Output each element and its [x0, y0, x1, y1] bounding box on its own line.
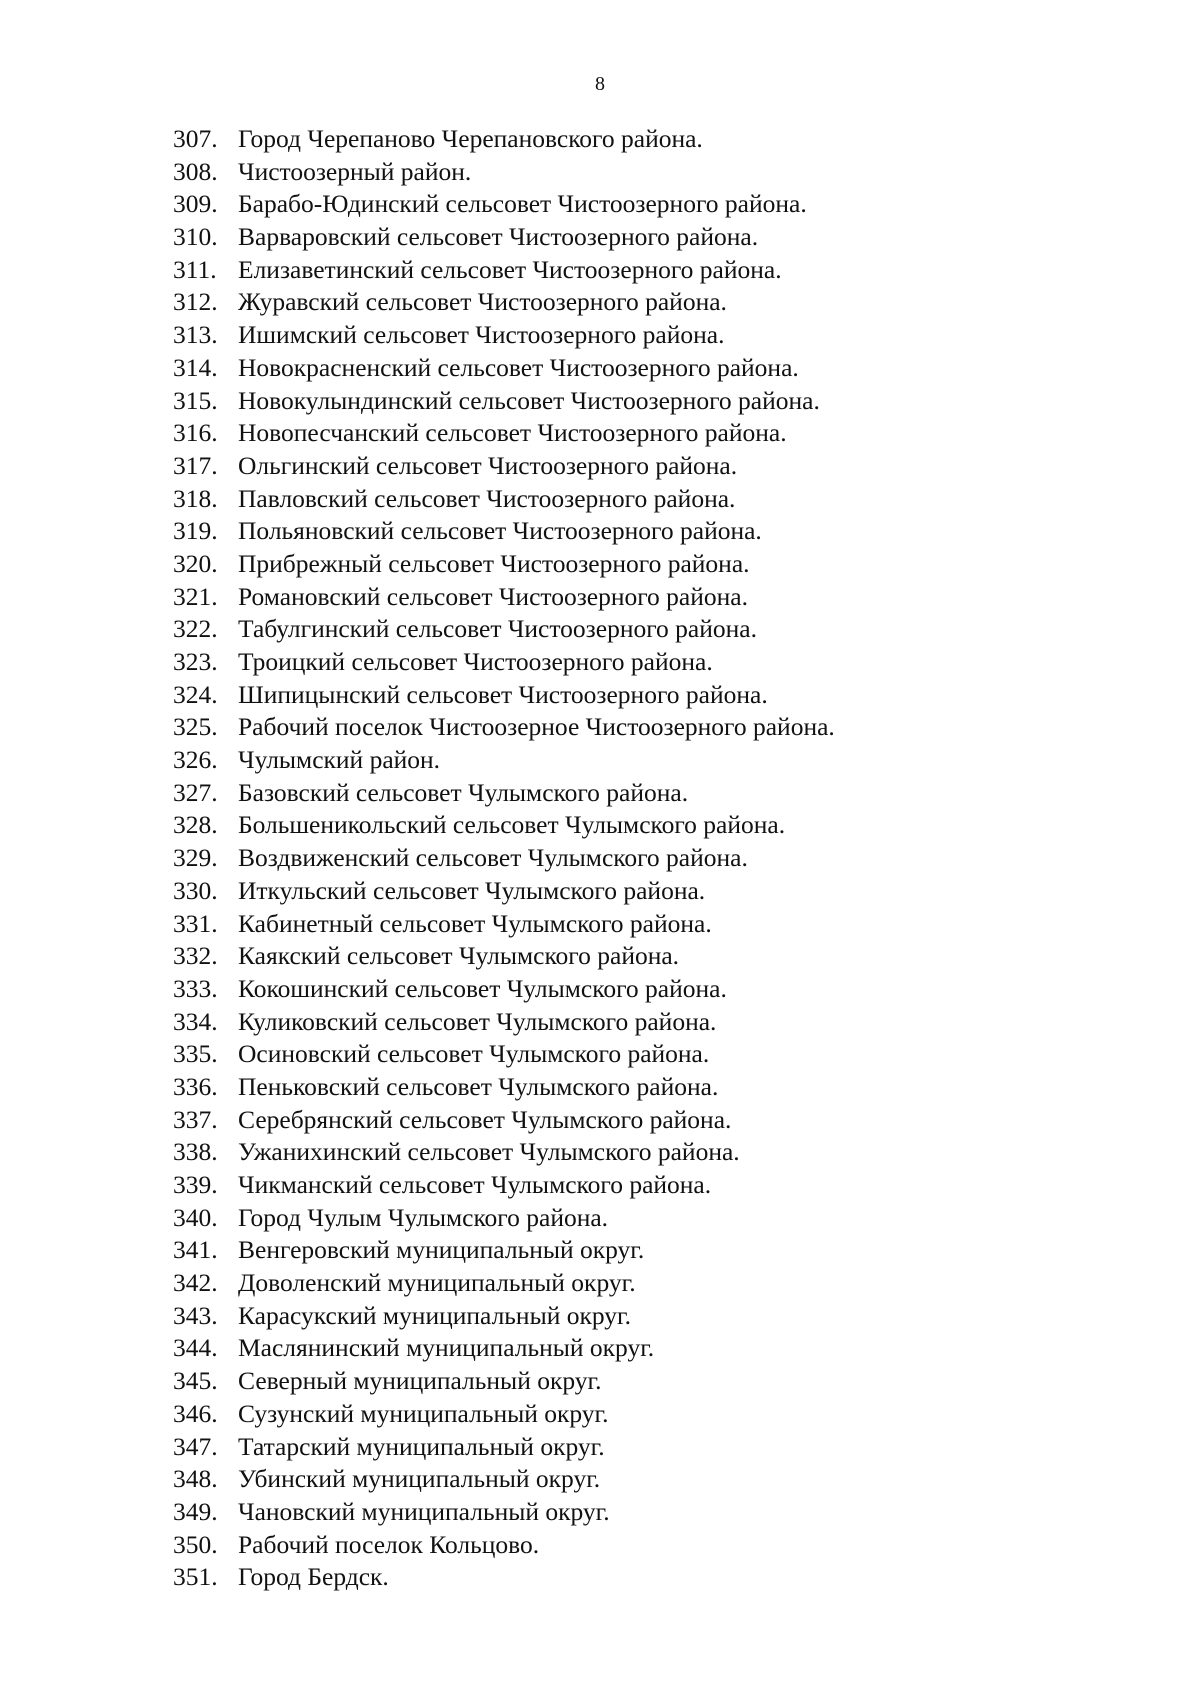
- list-item: [173, 1529, 835, 1562]
- item-number: 308.: [173, 156, 218, 186]
- item-text: Рабочий поселок Кольцово.: [238, 1529, 540, 1559]
- item-number: 319.: [173, 516, 218, 546]
- item-text: Ольгинский сельсовет Чистоозерного района.: [238, 450, 738, 480]
- list-item: [173, 286, 835, 319]
- item-number: 318.: [173, 483, 218, 513]
- list-item: [173, 156, 835, 189]
- list-item: [173, 1202, 835, 1235]
- list-item: [173, 123, 835, 156]
- list-item: [173, 973, 835, 1006]
- item-text: Ужанихинский сельсовет Чулымского района.: [238, 1137, 740, 1167]
- item-number: 317.: [173, 450, 218, 480]
- list-item: [173, 744, 835, 777]
- list-item: [173, 1038, 835, 1071]
- list-item: [173, 1071, 835, 1104]
- list-item: [173, 221, 835, 254]
- item-text: Чикманский сельсовет Чулымского района.: [238, 1170, 712, 1199]
- item-number: 342.: [173, 1268, 218, 1298]
- item-text: Пеньковский сельсовет Чулымского района.: [238, 1071, 719, 1101]
- item-number: 338.: [173, 1137, 218, 1167]
- list-item: [173, 1267, 835, 1300]
- item-text: Варваровский сельсовет Чистоозерного района.: [238, 222, 759, 252]
- item-text: Татарский муниципальный округ.: [238, 1431, 605, 1461]
- list-item: [173, 1332, 835, 1365]
- item-number: 335.: [173, 1039, 218, 1069]
- item-number: 325.: [173, 712, 218, 742]
- item-number: 344.: [173, 1333, 218, 1363]
- entry-list: [173, 123, 835, 1594]
- item-number: 312.: [173, 287, 218, 317]
- item-number: 309.: [173, 189, 218, 219]
- item-text: Базовский сельсовет Чулымского района.: [238, 777, 689, 807]
- item-text: Большеникольский сельсовет Чулымского района.: [238, 810, 786, 840]
- item-number: 333.: [173, 973, 218, 1003]
- item-number: 337.: [173, 1104, 218, 1134]
- list-item: [173, 711, 835, 744]
- list-item: [173, 515, 835, 548]
- list-item: [173, 1431, 835, 1464]
- list-item: [173, 1136, 835, 1169]
- list-item: [173, 1561, 835, 1594]
- item-text: Чистоозерный район.: [238, 156, 472, 186]
- item-text: Романовский сельсовет Чистоозерного района.: [238, 581, 748, 611]
- item-text: Карасукский муниципальный округ.: [238, 1300, 631, 1330]
- item-text: Новопесчанский сельсовет Чистоозерного района.: [238, 418, 787, 448]
- list-item: [173, 1169, 835, 1202]
- item-number: 347.: [173, 1431, 218, 1461]
- list-item: [173, 1234, 835, 1267]
- list-item: [173, 352, 835, 385]
- item-number: 346.: [173, 1398, 218, 1428]
- item-number: 343.: [173, 1300, 218, 1330]
- list-item: [173, 1006, 835, 1039]
- item-text: Прибрежный сельсовет Чистоозерного района.: [238, 548, 750, 578]
- list-item: [173, 254, 835, 287]
- item-number: 326.: [173, 745, 218, 775]
- list-item: [173, 1104, 835, 1137]
- item-text: Барабо-Юдинский сельсовет Чистоозерного района.: [238, 189, 807, 219]
- item-number: 351.: [173, 1562, 218, 1592]
- item-number: 316.: [173, 418, 218, 448]
- list-item: [173, 809, 835, 842]
- item-number: 345.: [173, 1366, 218, 1396]
- item-number: 340.: [173, 1202, 218, 1232]
- item-number: 349.: [173, 1496, 218, 1526]
- list-item: [173, 875, 835, 908]
- list-item: [173, 581, 835, 614]
- item-number: 323.: [173, 647, 218, 676]
- item-number: 313.: [173, 320, 218, 350]
- item-number: 307.: [173, 124, 218, 153]
- item-text: Куликовский сельсовет Чулымского района.: [238, 1006, 717, 1036]
- item-number: 321.: [173, 581, 218, 611]
- item-number: 329.: [173, 843, 218, 873]
- list-item: [173, 483, 835, 516]
- list-item: [173, 613, 835, 646]
- list-item: [173, 548, 835, 581]
- item-number: 336.: [173, 1071, 218, 1101]
- page-number: 8: [595, 73, 605, 95]
- item-text: Павловский сельсовет Чистоозерного района.: [238, 483, 736, 513]
- item-text: Доволенский муниципальный округ.: [238, 1268, 636, 1298]
- item-text: Сузунский муниципальный округ.: [238, 1398, 609, 1428]
- item-text: Ишимский сельсовет Чистоозерного района.: [238, 320, 725, 350]
- item-text: Город Чулым Чулымского района.: [238, 1202, 609, 1232]
- item-text: Рабочий поселок Чистоозерное Чистоозерного района.: [238, 712, 835, 742]
- item-number: 314.: [173, 352, 218, 382]
- item-text: Чановский муниципальный округ.: [238, 1496, 610, 1526]
- item-number: 350.: [173, 1529, 218, 1559]
- item-number: 311.: [173, 254, 217, 284]
- item-text: Чулымский район.: [238, 745, 441, 775]
- item-number: 324.: [173, 679, 218, 709]
- item-number: 322.: [173, 614, 218, 644]
- item-number: 320.: [173, 548, 218, 578]
- item-text: Маслянинский муниципальный округ.: [238, 1333, 655, 1363]
- item-number: 348.: [173, 1464, 218, 1494]
- item-number: 334.: [173, 1006, 218, 1036]
- item-text: Журавский сельсовет Чистоозерного района.: [238, 287, 727, 317]
- list-item: [173, 1398, 835, 1431]
- item-text: Новокулындинский сельсовет Чистоозерного района.: [238, 385, 820, 415]
- list-item: [173, 842, 835, 875]
- item-text: Польяновский сельсовет Чистоозерного района.: [238, 516, 762, 546]
- item-text: Город Бердск.: [238, 1562, 389, 1592]
- item-number: 310.: [173, 222, 218, 252]
- item-text: Новокрасненский сельсовет Чистоозерного района.: [238, 352, 799, 382]
- item-text: Северный муниципальный округ.: [238, 1366, 602, 1396]
- item-number: 315.: [173, 385, 218, 415]
- list-item: [173, 777, 835, 810]
- item-text: Серебрянский сельсовет Чулымского района.: [238, 1104, 732, 1134]
- list-item: [173, 1463, 835, 1496]
- list-item: [173, 646, 835, 679]
- list-item: [173, 1300, 835, 1333]
- item-text: Табулгинский сельсовет Чистоозерного района.: [238, 614, 757, 644]
- item-text: Осиновский сельсовет Чулымского района.: [238, 1039, 710, 1069]
- list-item: [173, 1496, 835, 1529]
- list-item: [173, 319, 835, 352]
- item-number: 331.: [173, 908, 218, 938]
- list-item: [173, 908, 835, 941]
- list-item: [173, 188, 835, 221]
- item-text: Шипицынский сельсовет Чистоозерного района.: [238, 679, 768, 709]
- item-text: Каякский сельсовет Чулымского района.: [238, 941, 680, 971]
- item-number: 328.: [173, 810, 218, 840]
- item-text: Город Черепаново Черепановского района.: [238, 124, 703, 153]
- item-text: Венгеровский муниципальный округ.: [238, 1235, 645, 1265]
- item-number: 339.: [173, 1170, 218, 1199]
- item-text: Елизаветинский сельсовет Чистоозерного района.: [238, 254, 782, 284]
- list-item: [173, 940, 835, 973]
- item-number: 327.: [173, 777, 218, 807]
- item-text: Кабинетный сельсовет Чулымского района.: [238, 908, 712, 938]
- item-number: 330.: [173, 875, 218, 905]
- item-number: 341.: [173, 1235, 218, 1265]
- list-item: [173, 1365, 835, 1398]
- item-text: Воздвиженский сельсовет Чулымского района.: [238, 843, 748, 873]
- list-item: [173, 417, 835, 450]
- list-item: [173, 450, 835, 483]
- item-number: 332.: [173, 941, 218, 971]
- item-text: Троицкий сельсовет Чистоозерного района.: [238, 647, 713, 676]
- item-text: Иткульский сельсовет Чулымского района.: [238, 875, 706, 905]
- item-text: Кокошинский сельсовет Чулымского района.: [238, 973, 727, 1003]
- list-item: [173, 679, 835, 712]
- item-text: Убинский муниципальный округ.: [238, 1464, 601, 1494]
- list-item: [173, 385, 835, 418]
